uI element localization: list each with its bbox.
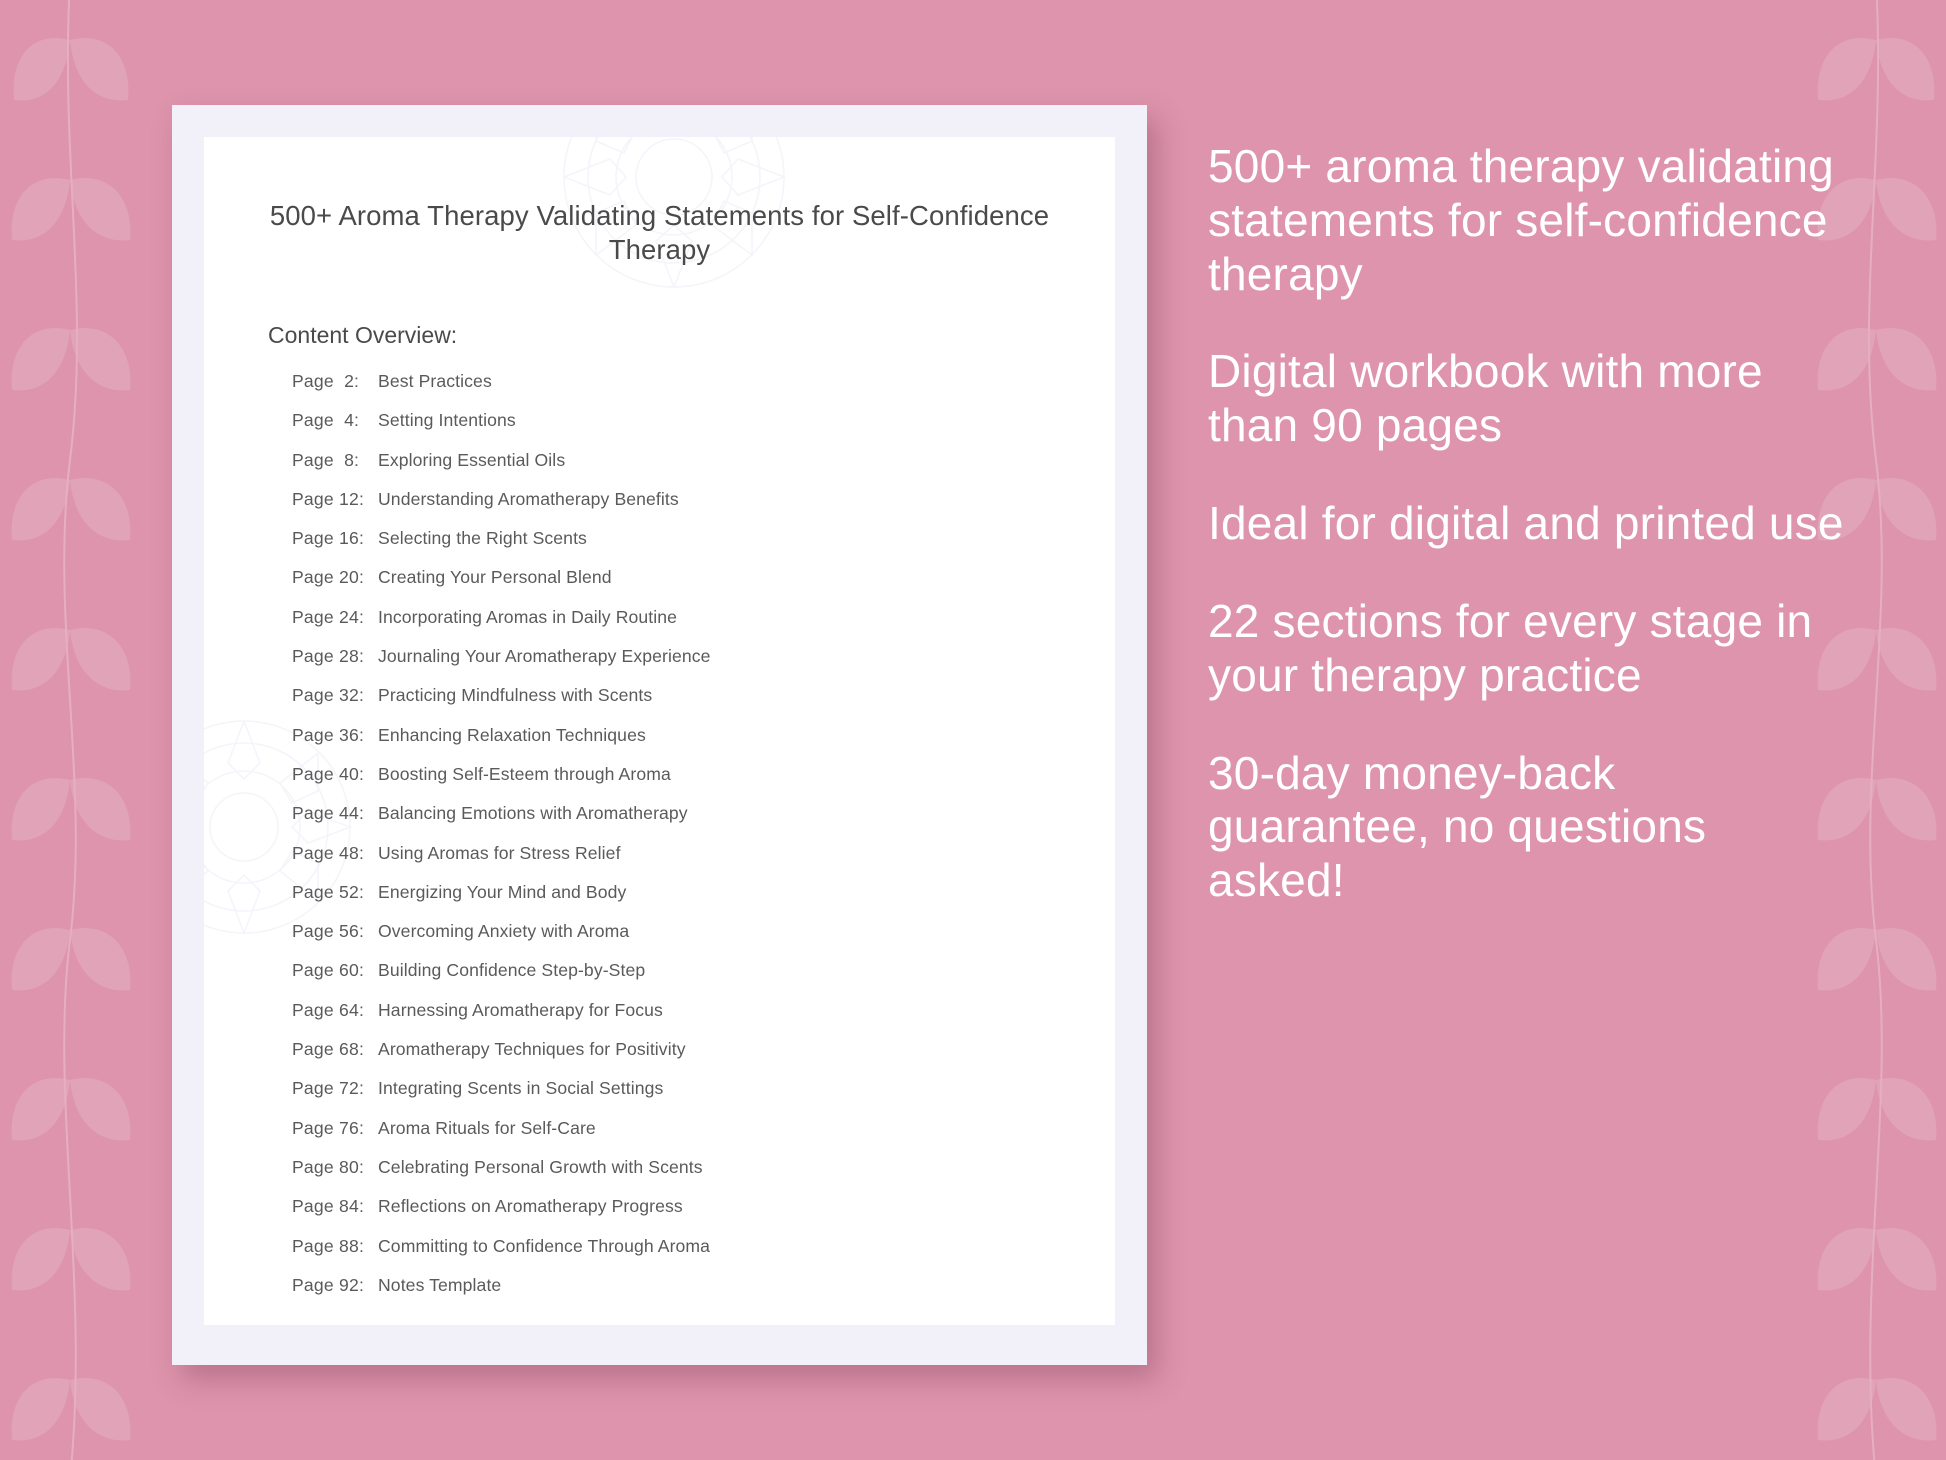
toc-page-number: Page 92: [292,1274,365,1295]
toc-entry [292,1198,1085,1237]
toc-entry [292,449,1085,491]
toc-page-number: Page 56: [292,921,365,942]
toc-entry-label: Using Aromas for Stress Relief [378,842,621,863]
toc-entry [292,962,1085,1001]
toc-page-number: Page 44: [292,803,365,824]
toc-entry [292,412,1085,451]
toc-page-number: Page 64: [292,999,365,1020]
toc-entry [292,1117,1085,1159]
toc-entry-label: Energizing Your Mind and Body [378,881,627,902]
toc-page-number: Page 2: [292,371,360,391]
toc-entry [292,999,1085,1041]
marketing-copy [1208,140,1848,908]
toc-page-number: Page 8: [292,449,360,470]
marketing-copy-line-3: Ideal for digital and printed use [1208,497,1844,550]
toc-entry-label: Harnessing Aromatherapy for Focus [378,999,663,1020]
toc-entry [292,763,1085,805]
content-overview-label: Content Overview: [268,322,458,348]
toc-entry-label: Boosting Self-Esteem through Aroma [378,763,671,784]
toc-entry [292,842,1085,884]
toc-page-number: Page 28: [292,646,365,667]
toc-page-number: Page 4: [292,410,360,431]
toc-page-number: Page 24: [292,606,365,627]
toc-entry [292,1274,1085,1316]
toc-entry-label: Understanding Aromatherapy Benefits [378,488,679,509]
toc-entry-label: Exploring Essential Oils [378,449,566,470]
toc-page-number: Page 52: [292,881,365,902]
toc-entry [292,923,1085,962]
marketing-copy-line-2: Digital workbook with more than 90 pages [1208,345,1763,452]
toc-entry-label: Integrating Scents in Social Settings [378,1078,664,1099]
toc-entry-label: Celebrating Personal Growth with Scents [378,1156,703,1177]
toc-entry-label: Notes Template [378,1274,502,1295]
workbook-page [204,137,1115,1325]
toc-entry [292,1235,1085,1277]
toc-page-number: Page 12: [292,488,365,509]
workbook-mockup [172,105,1147,1365]
toc-entry-label: Setting Intentions [378,410,516,431]
toc-entry-label: Committing to Confidence Through Aroma [378,1235,711,1256]
toc-entry-label: Incorporating Aromas in Daily Routine [378,606,678,627]
toc-entry-label: Overcoming Anxiety with Aroma [378,921,630,942]
toc-page-number: Page 60: [292,960,365,981]
toc-page-number: Page 72: [292,1078,365,1099]
toc-entry-label: Practicing Mindfulness with Scents [378,685,653,706]
toc-entry [292,724,1085,766]
toc-entry [292,569,1085,608]
toc-entry-label: Aromatherapy Techniques for Positivity [378,1039,686,1060]
toc-entry [292,606,1085,648]
toc-entry [292,1041,1085,1080]
toc-entry [292,373,1085,412]
page-title: 500+ Aroma Therapy Validating Statements for Self-Confidence Therapy [269,200,1050,265]
toc-entry [292,488,1085,530]
toc-entry-label: Journaling Your Aromatherapy Experience [378,646,711,667]
toc-entry-label: Reflections on Aromatherapy Progress [378,1196,683,1217]
toc-page-number: Page 88: [292,1235,365,1256]
toc-page-number: Page 36: [292,724,365,745]
toc-page-number: Page 84: [292,1196,365,1217]
toc-entry-label: Balancing Emotions with Aromatherapy [378,803,688,824]
toc-entry-label: Enhancing Relaxation Techniques [378,724,646,745]
toc-entry-label: Best Practices [378,371,492,391]
floral-border-left-decoration [0,0,150,1460]
toc-entry-label: Aroma Rituals for Self-Care [378,1117,596,1138]
toc-page-number: Page 16: [292,528,365,549]
toc-entry-label: Building Confidence Step-by-Step [378,960,646,981]
marketing-copy-line-5: 30-day money-back guarantee, no questions asked! [1208,746,1707,907]
toc-page-number: Page 68: [292,1039,365,1060]
marketing-copy-line-1: 500+ aroma therapy validating statements for self-confidence therapy [1208,140,1834,300]
toc-entry-label: Creating Your Personal Blend [378,567,612,588]
toc-entry [292,530,1085,569]
toc-page-number: Page 80: [292,1156,365,1177]
toc-page-number: Page 32: [292,685,365,706]
toc-page-number: Page 40: [292,763,365,784]
toc-page-number: Page 20: [292,567,365,588]
toc-entry [292,881,1085,923]
toc-entry [292,805,1085,844]
toc-entry [292,1156,1085,1198]
toc-entry [292,648,1085,687]
table-of-contents [292,373,1085,1316]
toc-entry [292,1080,1085,1119]
marketing-copy-line-4: 22 sections for every stage in your therapy practice [1208,594,1813,701]
toc-entry-label: Selecting the Right Scents [378,528,587,549]
toc-page-number: Page 76: [292,1117,365,1138]
toc-entry [292,687,1085,726]
toc-page-number: Page 48: [292,842,365,863]
